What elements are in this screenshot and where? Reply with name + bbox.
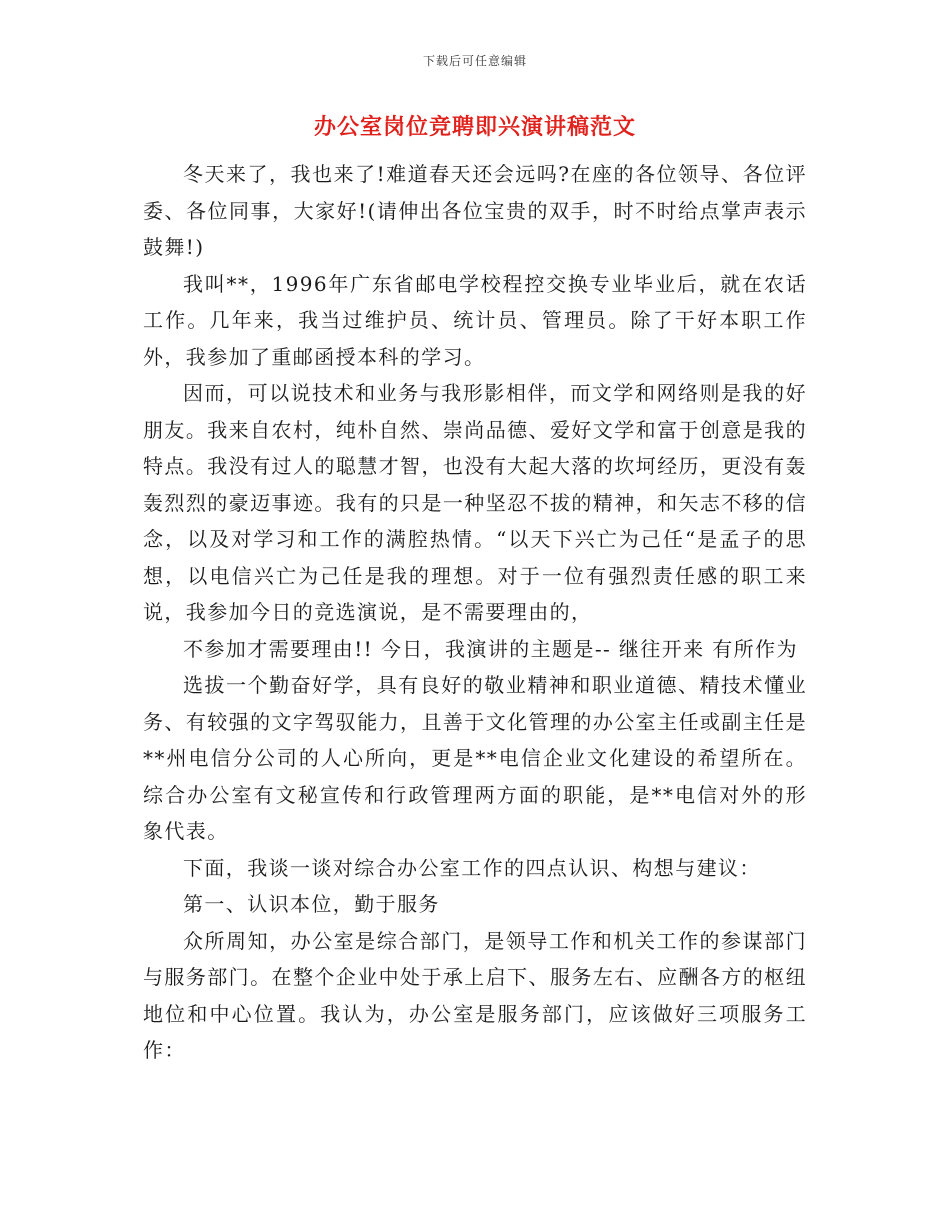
paragraph-2: 我叫**，1996年广东省邮电学校程控交换专业毕业后，就在农话工作。几年来，我当过维护员、统计员、管理员。除了干好本职工作外，我参加了重邮函授本科的学习。 [143,271,807,369]
paragraph-6: 下面，我谈一谈对综合办公室工作的四点认识、构想与建议： [183,855,761,880]
paragraph-5: 选拔一个勤奋好学，具有良好的敬业精神和职业道德、精技术懂业务、有较强的文字驾驭能力，且善于文化管理的办公室主任或副主任是**州电信分公司的人心所向，更是**电信企业文化建设的希望所在。综合办公室有文秘宣传和行政管理两方面的职能，是**电信对外的形象代表。 [143,673,807,843]
document-body [143,156,807,1069]
paragraph-7: 众所周知，办公室是综合部门，是领导工作和机关工作的参谋部门与服务部门。在整个企业中处于承上启下、服务左右、应酬各方的枢纽地位和中心位置。我认为，办公室是服务部门，应该做好三项服务工作： [143,928,807,1062]
document-title: 办公室岗位竞聘即兴演讲稿范文 [313,114,636,140]
paragraph-4: 不参加才需要理由!! 今日，我演讲的主题是-- 继往开来 有所作为 [183,636,798,661]
section-heading-1: 第一、认识本位，勤于服务 [183,892,440,916]
paragraph-1: 冬天来了，我也来了!难道春天还会远吗?在座的各位领导、各位评委、各位同事，大家好!(请伸出各位宝贵的双手，时不时给点掌声表示鼓舞!) [143,162,807,259]
header-note: 下载后可任意编辑 [422,54,527,68]
paragraph-3: 因而，可以说技术和业务与我形影相伴，而文学和网络则是我的好朋友。我来自农村，纯朴自然、崇尚品德、爱好文学和富于创意是我的特点。我没有过人的聪慧才智，也没有大起大落的坎坷经历，更没有轰轰烈烈的豪迈事迹。我有的只是一种坚忍不拔的精神，和矢志不移的信念，以及对学习和工作的满腔热情。“以天下兴亡为己任“是孟子的思想，以电信兴亡为己任是我的理想。对于一位有强烈责任感的职工来说，我参加今日的竞选演说，是不需要理由的， [143,381,807,624]
